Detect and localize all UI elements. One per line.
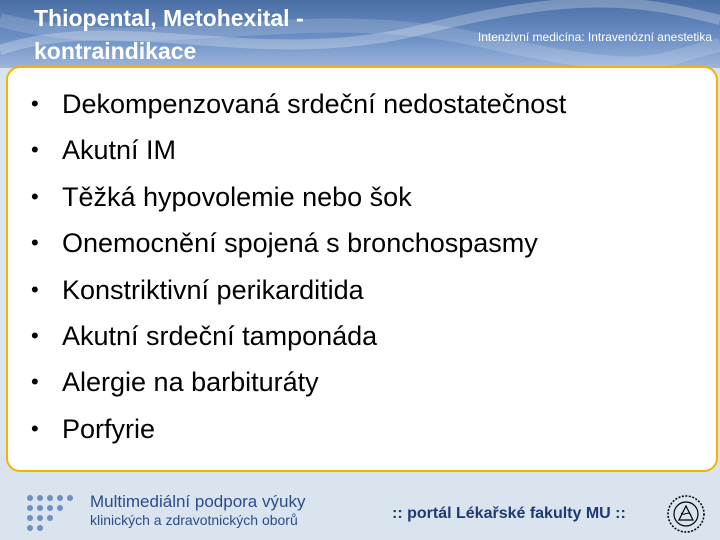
bullet-icon: • xyxy=(31,322,39,348)
bullet-icon: • xyxy=(31,230,39,256)
portal-link[interactable]: :: portál Lékařské fakulty MU :: xyxy=(392,505,626,522)
page-title: Thiopental, Metohexital - kontraindikace xyxy=(34,5,304,64)
page-subtitle: Intenzivní medicína: Intravenózní anestetika xyxy=(477,30,712,44)
slide-header xyxy=(0,0,720,68)
brand-line-2: klinických a zdravotnických oborů xyxy=(90,512,298,528)
slide-footer xyxy=(0,478,720,540)
bullet-icon: • xyxy=(31,369,39,395)
slide-content: • Dekompenzovaná srdeční nedostatečnost • Akutní IM • Těžká hypovolemie nebo šok • Onemocnění spojená s bronchospasmy • Konstriktivní perikarditida • Akutní srdeční tamponáda • Alergie na barbituráty • Porfyrie xyxy=(6,66,718,472)
university-seal-icon xyxy=(666,494,706,534)
footer-brand xyxy=(90,492,305,530)
bullet-icon: • xyxy=(31,91,39,116)
brand-line-1: Multimediální podpora výuky xyxy=(90,492,306,511)
bullet-icon: • xyxy=(31,415,39,441)
dots-grid-logo-icon xyxy=(24,492,80,534)
bullet-icon: • xyxy=(31,276,39,302)
bullet-icon: • xyxy=(31,137,39,163)
bullet-icon: • xyxy=(31,183,39,209)
